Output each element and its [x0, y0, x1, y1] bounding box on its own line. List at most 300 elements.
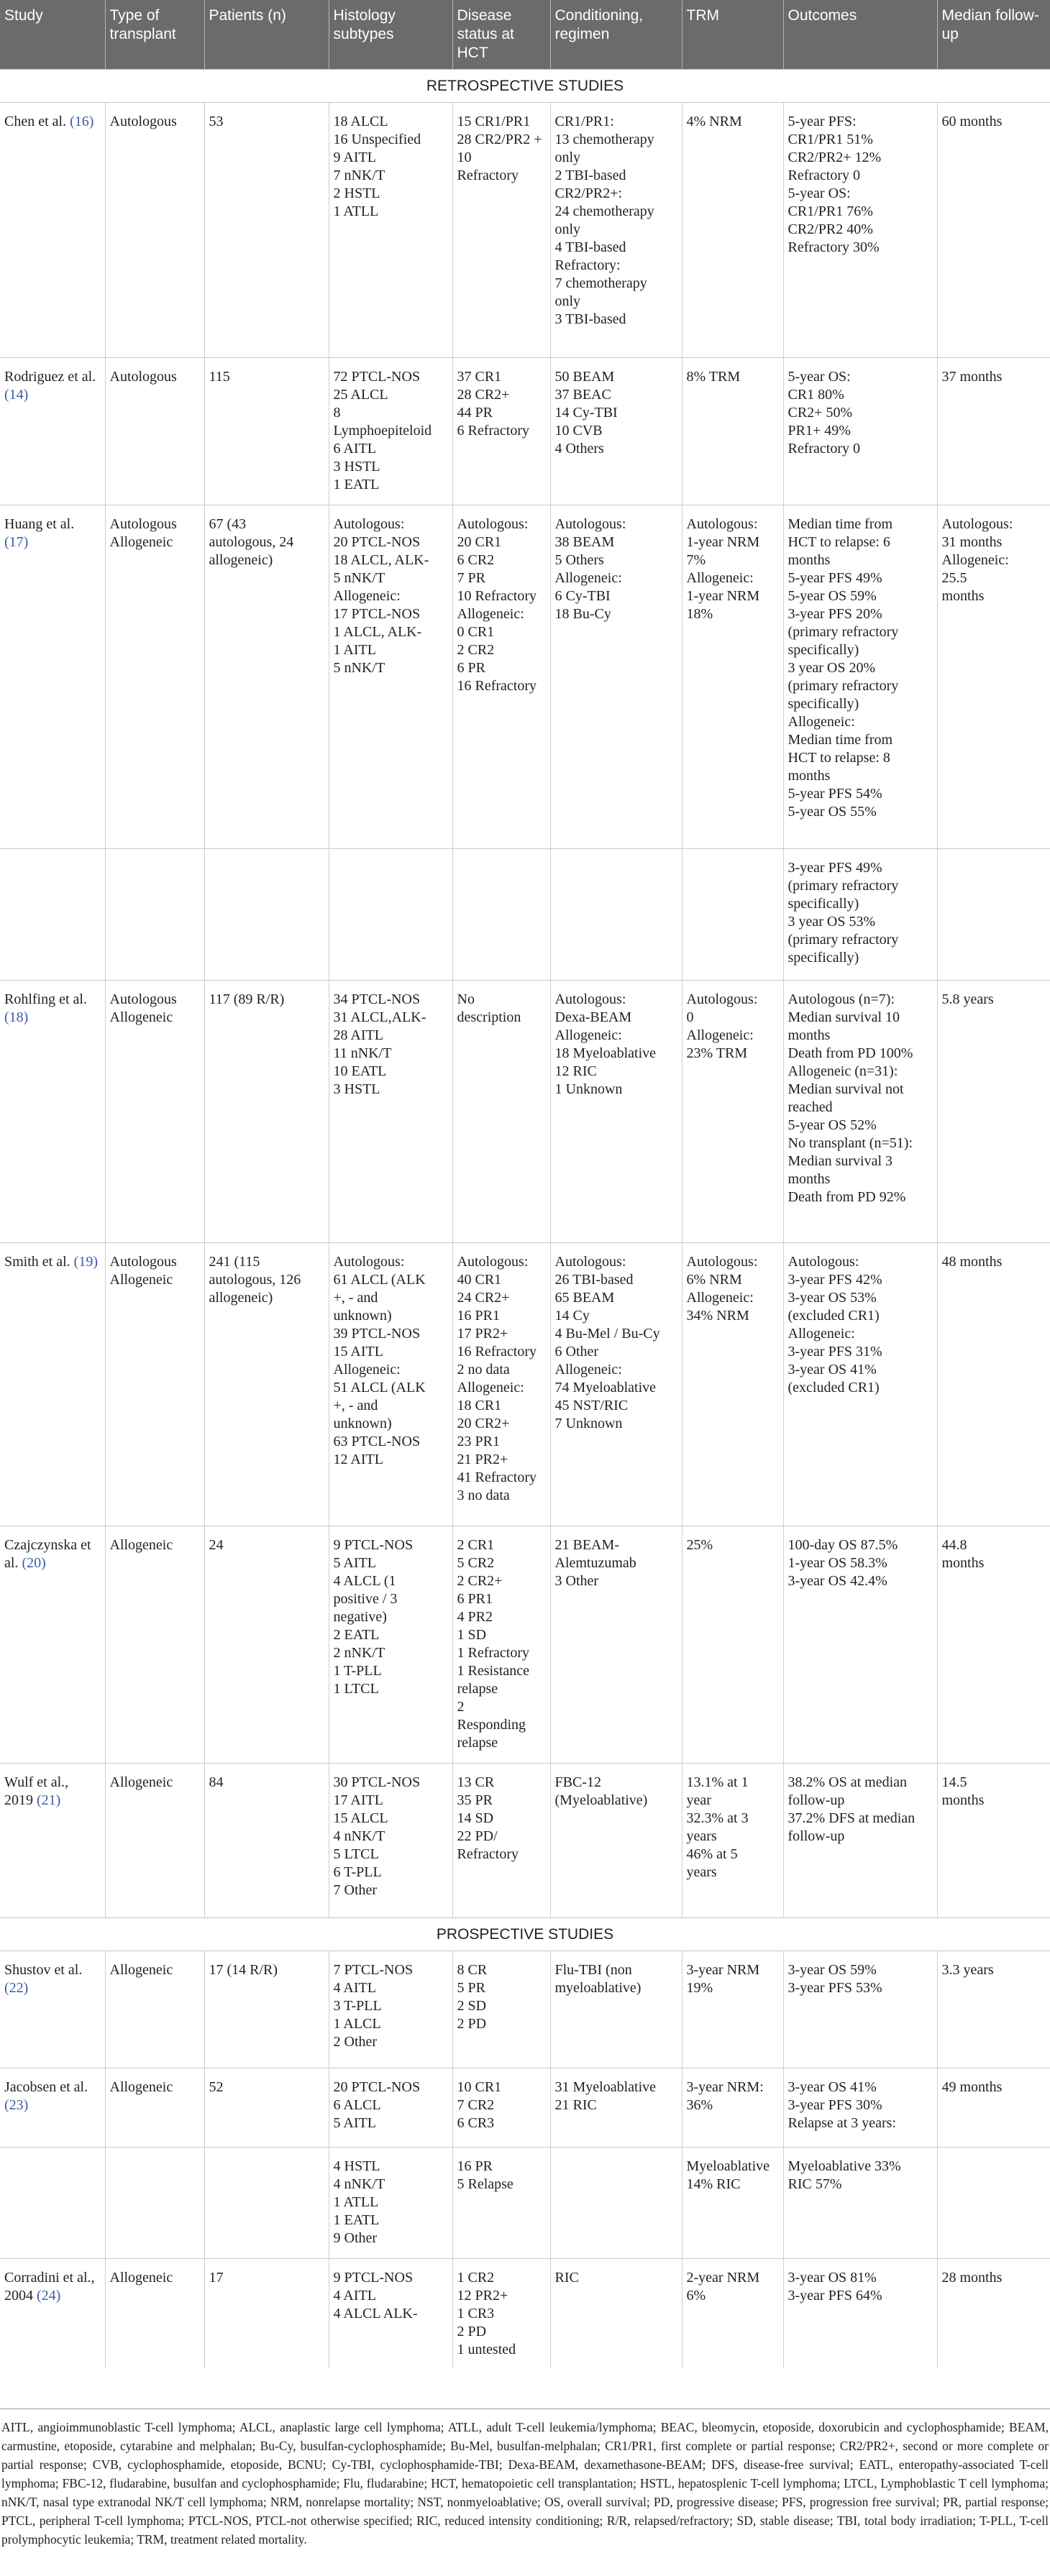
cell-trm [682, 1951, 783, 2068]
cell-line: 5 AITL [333, 2115, 376, 2131]
cell-line: Autologous [109, 369, 177, 385]
cell-line: 17 (14 R/R) [209, 1962, 278, 1978]
cell-line: allogeneic) [209, 1290, 273, 1306]
cell-line: 8 [333, 405, 341, 421]
cell-study: Czajczynska et al. (20) [0, 1526, 105, 1764]
cell-line: 4% NRM [686, 114, 742, 129]
cell-line: No [457, 991, 475, 1007]
cell-trm [682, 2148, 783, 2259]
cell-trm [682, 2259, 783, 2368]
cell-line: 9 PTCL-NOS [333, 1537, 414, 1553]
cell-line: 23% TRM [686, 1045, 748, 1061]
cell-line: Allogeneic: [788, 714, 855, 730]
cell-line: Autologous [109, 1254, 177, 1270]
cell-empty [105, 849, 204, 981]
cell-empty [329, 849, 452, 981]
cell-line: 1 untested [457, 2342, 516, 2357]
cell-outcomes [783, 849, 937, 981]
cell-followup [937, 981, 1050, 1243]
cell-line: Refractory 30% [788, 239, 880, 255]
cell-line: 16 Refractory [457, 678, 537, 694]
cell-study: Jacobsen et al. (23) [0, 2068, 105, 2148]
cell-line: 3-year PFS 42% [788, 1272, 882, 1288]
cell-line: Death from PD 92% [788, 1189, 906, 1205]
cell-line: 5-year PFS 49% [788, 570, 882, 586]
cell-conditioning [550, 103, 682, 358]
cell-line: +, - and [333, 1398, 378, 1413]
cell-line: 6 PR1 [457, 1591, 493, 1607]
cell-line: 20 PTCL-NOS [333, 2079, 421, 2095]
cell-line: 18 Bu-Cy [554, 606, 611, 622]
cell-histology [329, 505, 452, 849]
cell-line: 65 BEAM [554, 1290, 615, 1306]
cell-line: negative) [333, 1609, 387, 1625]
cell-patients [204, 1243, 329, 1526]
cell-patients [204, 1764, 329, 1918]
cell-line: 1-year OS 58.3% [788, 1555, 887, 1571]
cell-line: 12 PR2+ [457, 2288, 508, 2304]
cell-line: 22 PD/ [457, 1828, 498, 1844]
cell-line: 3-year PFS 31% [788, 1344, 882, 1360]
cell-line: Median survival not [788, 1081, 904, 1097]
cell-followup [937, 1243, 1050, 1526]
cell-line: 18 CR1 [457, 1398, 502, 1413]
cell-line: 2 PD [457, 2324, 487, 2339]
cell-line: 5 PR [457, 1980, 485, 1996]
cell-line: 1 ATLL [333, 2194, 379, 2210]
cell-line: 4 Bu-Mel / Bu-Cy [554, 1326, 660, 1342]
cell-trm [682, 981, 783, 1243]
cell-outcomes [783, 981, 937, 1243]
study-row-smith [0, 1243, 1050, 1526]
cell-empty [550, 2148, 682, 2259]
cell-line: Allogeneic [109, 1009, 173, 1025]
cell-line: Autologous: [941, 516, 1013, 532]
cell-line: Autologous: [554, 1254, 626, 1270]
cell-line: RIC [554, 2270, 579, 2286]
cell-line: Lymphoepiteloid [333, 423, 432, 439]
cell-line: Autologous: [686, 516, 758, 532]
cell-line: Allogeneic: [333, 588, 401, 604]
cell-line: Median survival 10 [788, 1009, 900, 1025]
reference-link[interactable]: (18) [4, 1009, 29, 1025]
cell-line: 117 (89 R/R) [209, 991, 285, 1007]
cell-line: Allogeneic [109, 534, 173, 550]
cell-line: 31 months [941, 534, 1003, 550]
cell-line: 34% NRM [686, 1308, 749, 1324]
cell-line: Relapse at 3 years: [788, 2115, 896, 2131]
cell-line: 2 CR1 [457, 1537, 495, 1553]
cell-line: specifically) [788, 642, 859, 658]
cell-line: 5-year OS 55% [788, 804, 877, 820]
cell-line: Allogeneic [109, 1537, 173, 1553]
cell-line: months [788, 1171, 831, 1187]
cell-histology [329, 358, 452, 505]
cell-line: year [686, 1792, 711, 1808]
reference-link[interactable]: (17) [4, 534, 29, 550]
cell-line: Autologous: [554, 516, 626, 532]
cell-conditioning [550, 1243, 682, 1526]
cell-line: 20 CR1 [457, 534, 502, 550]
cell-line: 18 ALCL [333, 114, 388, 129]
cell-line: 1 EATL [333, 2212, 380, 2228]
cell-line: 53 [209, 114, 224, 129]
cell-line: 67 (43 [209, 516, 247, 532]
cell-line: 1 Refractory [457, 1645, 530, 1661]
cell-line: Autologous: [788, 1254, 859, 1270]
cell-line: 20 PTCL-NOS [333, 534, 421, 550]
cell-line: 41 Refractory [457, 1470, 537, 1485]
header-patients: Patients (n) [204, 0, 329, 70]
cell-line: Refractory 0 [788, 168, 861, 183]
cell-line: 3 year OS 20% [788, 660, 876, 676]
cell-histology [329, 1243, 452, 1526]
cell-status [452, 2068, 550, 2148]
cell-line: No transplant (n=51): [788, 1135, 913, 1151]
cell-line: 4 AITL [333, 1980, 376, 1996]
cell-line: 12 AITL [333, 1452, 383, 1467]
cell-line: 3-year NRM [686, 1962, 760, 1978]
reference-link[interactable]: (22) [4, 1980, 29, 1996]
cell-outcomes [783, 2068, 937, 2148]
cell-line: only [554, 221, 581, 237]
cell-type [105, 2259, 204, 2368]
cell-line: 3-year OS 42.4% [788, 1573, 887, 1589]
section-title-prospective: PROSPECTIVE STUDIES [0, 1918, 1050, 1951]
cell-line: Allogeneic [109, 2270, 173, 2286]
cell-histology [329, 2259, 452, 2368]
cell-line: 2 no data [457, 1362, 510, 1378]
cell-line: 15 AITL [333, 1344, 383, 1360]
cell-line: (primary refractory [788, 624, 899, 640]
cell-line: Allogeneic [109, 1272, 173, 1288]
cell-outcomes [783, 1526, 937, 1764]
cell-line: unknown) [333, 1308, 392, 1324]
cell-line: 1-year NRM [686, 534, 760, 550]
cell-empty [0, 2148, 105, 2259]
cell-line: 5 nNK/T [333, 570, 385, 586]
cell-trm [682, 505, 783, 849]
cell-line: 9 PTCL-NOS [333, 2270, 414, 2286]
cell-line: Alemtuzumab [554, 1555, 636, 1571]
cell-line: 25.5 [941, 570, 967, 586]
cell-line: positive / 3 [333, 1591, 398, 1607]
cell-followup [937, 103, 1050, 358]
cell-conditioning [550, 981, 682, 1243]
reference-link[interactable]: (16) [70, 114, 94, 129]
cell-line: Dexa-BEAM [554, 1009, 632, 1025]
cell-line: 7 Other [333, 1882, 378, 1898]
cell-followup [937, 2068, 1050, 2148]
cell-line: 13 chemotherapy [554, 132, 654, 147]
cell-line: Autologous (n=7): [788, 991, 895, 1007]
cell-line: Allogeneic: [686, 1027, 754, 1043]
cell-line: CR1/PR1: [554, 114, 614, 129]
cell-line: 31 ALCL,ALK- [333, 1009, 426, 1025]
cell-line: CR1 80% [788, 387, 844, 403]
reference-link[interactable]: (20) [22, 1555, 46, 1571]
cell-line: 6 CR2 [457, 552, 495, 568]
cell-line: 21 RIC [554, 2097, 597, 2113]
cell-line: follow-up [788, 1828, 845, 1844]
cell-line: 50 BEAM [554, 369, 615, 385]
cell-conditioning [550, 358, 682, 505]
cell-patients [204, 981, 329, 1243]
cell-trm [682, 2068, 783, 2148]
cell-line: 4 ALCL ALK- [333, 2306, 418, 2321]
cell-line: 11 nNK/T [333, 1045, 392, 1061]
cell-line: Autologous [109, 516, 177, 532]
cell-line: 45 NST/RIC [554, 1398, 629, 1413]
cell-line: Median survival 3 [788, 1153, 893, 1169]
cell-line: 23 PR1 [457, 1434, 500, 1449]
cell-line: Allogeneic: [941, 552, 1009, 568]
cell-line: +, - and [333, 1290, 378, 1306]
cell-line: 3-year PFS 49% [788, 860, 882, 876]
cell-line: CR2/PR2 40% [788, 221, 873, 237]
section-title-retrospective: RETROSPECTIVE STUDIES [0, 70, 1050, 103]
cell-histology [329, 1526, 452, 1764]
cell-line: 2-year NRM [686, 2270, 760, 2286]
cell-line: Death from PD 100% [788, 1045, 913, 1061]
cell-line: 4 nNK/T [333, 2176, 385, 2192]
cell-line: 39 PTCL-NOS [333, 1326, 421, 1342]
cell-line: specifically) [788, 696, 859, 712]
cell-status [452, 103, 550, 358]
cell-line: Allogeneic (n=31): [788, 1063, 898, 1079]
cell-line: 25% [686, 1537, 713, 1553]
cell-followup [937, 2259, 1050, 2368]
cell-line: 44.8 [941, 1537, 967, 1553]
cell-line: 10 EATL [333, 1063, 387, 1079]
cell-line: Allogeneic [109, 1962, 173, 1978]
cell-line: years [686, 1864, 717, 1880]
cell-line: specifically) [788, 950, 859, 966]
cell-line: Allogeneic: [686, 1290, 754, 1306]
cell-followup [937, 1951, 1050, 2068]
cell-line: FBC-12 [554, 1774, 601, 1790]
cell-line: 9 Other [333, 2230, 378, 2246]
cell-line: Autologous: [333, 1254, 405, 1270]
cell-type [105, 103, 204, 358]
cell-line: Autologous: [686, 1254, 758, 1270]
header-histology: Histology subtypes [329, 0, 452, 70]
cell-line: 60 months [941, 114, 1003, 129]
cell-line: 1 LTCL [333, 1681, 379, 1697]
study-row-chen [0, 103, 1050, 358]
cell-line: myeloablative) [554, 1980, 642, 1996]
cell-line: 18 Myeloablative [554, 1045, 657, 1061]
cell-line: reached [788, 1099, 833, 1115]
cell-line: 7 nNK/T [333, 168, 385, 183]
cell-line: 49 months [941, 2079, 1003, 2095]
cell-line: 3-year PFS 30% [788, 2097, 882, 2113]
cell-followup [937, 505, 1050, 849]
cell-line: 4 Others [554, 441, 604, 457]
study-row-jacobsen-continued [0, 2148, 1050, 2259]
cell-line: 17 AITL [333, 1792, 383, 1808]
cell-line: Flu-TBI (non [554, 1962, 632, 1978]
cell-line: 13.1% at 1 [686, 1774, 749, 1790]
cell-line: allogeneic) [209, 552, 273, 568]
cell-line: 5-year OS: [788, 369, 851, 385]
cell-line: 2 PD [457, 2016, 487, 2032]
cell-line: 115 [209, 369, 230, 385]
cell-followup [937, 358, 1050, 505]
cell-line: 25 ALCL [333, 387, 388, 403]
cell-line: 52 [209, 2079, 224, 2095]
cell-line: 61 ALCL (ALK [333, 1272, 426, 1288]
cell-line: 2 nNK/T [333, 1645, 385, 1661]
cell-line: 5-year PFS 54% [788, 786, 882, 802]
cell-patients [204, 358, 329, 505]
cell-conditioning [550, 2259, 682, 2368]
cell-line: 4 HSTL [333, 2158, 380, 2174]
header-outcomes: Outcomes [783, 0, 937, 70]
study-row-jacobsen [0, 2068, 1050, 2148]
cell-line: 46% at 5 [686, 1846, 738, 1862]
cell-line: follow-up [788, 1792, 845, 1808]
cell-line: HCT to relapse: 8 [788, 750, 890, 766]
cell-line: Allogeneic: [686, 570, 754, 586]
cell-line: 7% [686, 552, 706, 568]
cell-line: 14 Cy [554, 1308, 590, 1324]
reference-link[interactable]: (19) [73, 1254, 98, 1270]
cell-line: 1 CR3 [457, 2306, 495, 2321]
cell-line: 13 CR [457, 1774, 495, 1790]
cell-line: RIC 57% [788, 2176, 842, 2192]
cell-line: Autologous: [554, 991, 626, 1007]
cell-line: Responding [457, 1717, 526, 1733]
study-row-corradini [0, 2259, 1050, 2368]
cell-line: (primary refractory [788, 932, 899, 948]
cell-line: 1 AITL [333, 642, 376, 658]
cell-study: Huang et al. (17) [0, 505, 105, 849]
cell-status [452, 505, 550, 849]
cell-line: 9 AITL [333, 150, 376, 165]
cell-line: Refractory: [554, 257, 621, 273]
header-row [0, 0, 1050, 70]
cell-line: 17 PTCL-NOS [333, 606, 421, 622]
study-row-rohlfing [0, 981, 1050, 1243]
cell-line: Autologous: [457, 516, 529, 532]
cell-trm [682, 1526, 783, 1764]
cell-line: 10 Refractory [457, 588, 537, 604]
cell-outcomes [783, 2148, 937, 2259]
cell-patients [204, 2259, 329, 2368]
cell-outcomes [783, 505, 937, 849]
cell-line: 2 TBI-based [554, 168, 626, 183]
cell-line: 36% [686, 2097, 713, 2113]
cell-conditioning [550, 1764, 682, 1918]
cell-line: 3-year PFS 53% [788, 1980, 882, 1996]
header-conditioning: Conditioning, regimen [550, 0, 682, 70]
cell-trm [682, 1764, 783, 1918]
cell-type [105, 2068, 204, 2148]
study-row-huang-continued [0, 849, 1050, 981]
cell-line: Median time from [788, 732, 893, 748]
cell-line: months [788, 768, 831, 784]
cell-line: Refractory [457, 1846, 519, 1862]
cell-conditioning [550, 2068, 682, 2148]
cell-line: months [941, 1555, 985, 1571]
cell-status [452, 1526, 550, 1764]
cell-line: years [686, 1828, 717, 1844]
cell-line: 3 no data [457, 1488, 510, 1503]
cell-line: months [941, 1792, 985, 1808]
table-footnote: AITL, angioimmunoblastic T-cell lymphoma; ALCL, anaplastic large cell lymphoma; ATLL, adult T-cell leukemia/lymphoma; BEAC, bleomycin, etoposide, doxorubicin and cyclophosphamide; BEAM, carmustine, etoposide, cytarabine and melphalan; Bu-Cy, busulfan-cyclophosphamide; Bu-Mel, busulfan-melphalan; CR1/PR1, first complete or partial response; CR2/PR2+, second or more complete or partial response; CVB, cyclophosphamide, etoposide, BCNU; Cy-TBI, cyclophosphamide-TBI; Dexa-BEAM, dexamethasone-BEAM; DFS, disease-free survival; EATL, enteropathy-associated T-cell lymphoma; FBC-12, fludarabine, busulfan and cyclophosphamide; Flu, fludarabine; HCT, hematopoietic cell transplantation; HSTL, hepatosplenic T-cell lymphoma; LTCL, Lymphoblastic T cell lymphoma; nNK/T, nasal type extranodal NK/T cell lymphoma; NRM, nonrelapse mortality; NST, nonmyeloablative; OS, overall survival; PD, progressive disease; PFS, progression free survival; PR, partial response; PTCL, peripheral T-cell lymphoma; PTCL-NOS, PTCL-not otherwise specified; RIC, reduced intensity conditioning; R/R, relapsed/refractory; SD, stable disease; TBI, total body irradiation; T-PLL, T-cell prolymphocytic leukemia; TRM, treatment related mortality. [0, 2408, 1050, 2549]
cell-line: 16 PR1 [457, 1308, 500, 1324]
cell-status [452, 1243, 550, 1526]
cell-line: Median time from [788, 516, 893, 532]
reference-link[interactable]: (14) [4, 387, 29, 403]
cell-line: 1 Unknown [554, 1081, 623, 1097]
cell-patients [204, 2068, 329, 2148]
cell-empty [204, 849, 329, 981]
cell-line: Allogeneic: [457, 1380, 524, 1395]
cell-line: 5 Relapse [457, 2176, 513, 2192]
cell-line: 1 ALCL [333, 2016, 381, 2032]
cell-status [452, 1951, 550, 2068]
cell-conditioning [550, 1526, 682, 1764]
cell-line: 1 ALCL, ALK- [333, 624, 422, 640]
cell-line: HCT to relapse: 6 [788, 534, 890, 550]
cell-histology [329, 103, 452, 358]
cell-line: 15 ALCL [333, 1810, 388, 1826]
cell-line: CR2/PR2+ 12% [788, 150, 882, 165]
cell-empty [452, 849, 550, 981]
cell-line: specifically) [788, 896, 859, 912]
cell-line: 4 ALCL (1 [333, 1573, 396, 1589]
cell-type [105, 1951, 204, 2068]
cell-line: 28 CR2/PR2 + 10 [457, 132, 542, 165]
cell-line: 5-year OS: [788, 185, 851, 201]
cell-line: 37 BEAC [554, 387, 611, 403]
reference-link[interactable]: (24) [37, 2288, 61, 2304]
cell-line: 35 PR [457, 1792, 493, 1808]
cell-line: 8% TRM [686, 369, 741, 385]
reference-link[interactable]: (23) [4, 2097, 29, 2113]
cell-line: CR1/PR1 76% [788, 203, 873, 219]
cell-study: Wulf et al., 2019 (21) [0, 1764, 105, 1918]
cell-line: 2 HSTL [333, 185, 380, 201]
cell-line: 3-year OS 59% [788, 1962, 877, 1978]
cell-line: 0 CR1 [457, 624, 495, 640]
cell-line: 3-year NRM: [686, 2079, 764, 2095]
cell-line: 7 PR [457, 570, 485, 586]
cell-followup [937, 1764, 1050, 1918]
cell-line: 38.2% OS at median [788, 1774, 908, 1790]
cell-line: 44 PR [457, 405, 493, 421]
reference-link[interactable]: (21) [37, 1792, 61, 1808]
cell-line: 16 PR [457, 2158, 493, 2174]
cell-line: Allogeneic: [554, 570, 622, 586]
cell-line: 1 ATLL [333, 203, 379, 219]
cell-line: 21 PR2+ [457, 1452, 508, 1467]
study-row-huang [0, 505, 1050, 849]
cell-line: 1 T-PLL [333, 1663, 382, 1679]
cell-line: 51 ALCL (ALK [333, 1380, 426, 1395]
cell-type [105, 505, 204, 849]
cell-line: 15 CR1/PR1 [457, 114, 531, 129]
section-row-retrospective [0, 70, 1050, 103]
cell-line: 14.5 [941, 1774, 967, 1790]
cell-line: 32.3% at 3 [686, 1810, 749, 1826]
cell-line: 40 CR1 [457, 1272, 502, 1288]
cell-line: Myeloablative [686, 2158, 770, 2174]
cell-line: 3-year OS 41% [788, 1362, 877, 1378]
header-status: Disease status at HCT [452, 0, 550, 70]
